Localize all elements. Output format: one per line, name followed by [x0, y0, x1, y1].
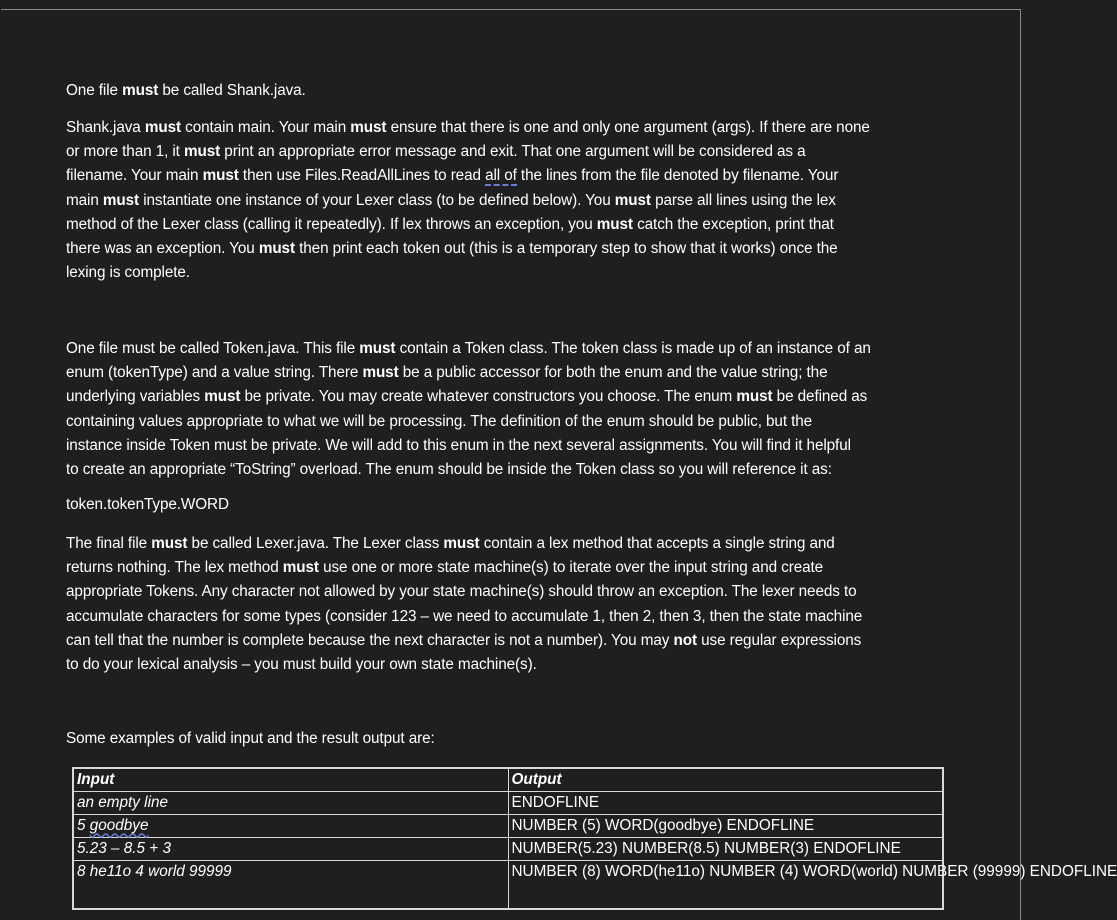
bold-run: must — [359, 340, 396, 357]
input-cell — [73, 860, 508, 909]
text-run: One file must be called Token.java. This file — [66, 340, 360, 357]
text-run: accumulate characters for some types (consider 123 – we need to accumulate 1, then 2, then 3, then the state machine — [66, 607, 863, 625]
text-run: appropriate Tokens. Any character not allowed by your state machine(s) should throw an exception. The lexer needs to — [66, 583, 857, 601]
bold-run: not — [673, 631, 697, 649]
text-line — [66, 434, 871, 458]
text-run: to create an appropriate “ToString” overload. The enum should be inside the Token class so you will reference it as: — [66, 460, 832, 478]
proofing-flagged-text[interactable]: all of — [485, 167, 517, 185]
text-run: or more than 1, it — [66, 143, 184, 161]
bold-run: must — [204, 388, 241, 406]
bold-run: must — [258, 239, 295, 257]
text-line — [66, 79, 306, 103]
text-line — [66, 213, 870, 237]
bold-run: must — [144, 119, 181, 136]
text-run: lexing is complete. — [66, 264, 190, 282]
text-run: to do your lexical analysis – you must build your own state machine(s). — [66, 655, 537, 673]
text-run: method of the Lexer class (calling it repeatedly). If lex throws an exception, you — [66, 215, 597, 233]
text-line — [66, 556, 862, 580]
text-line — [66, 337, 871, 361]
text-run: The final file — [66, 535, 152, 552]
bold-run: must — [151, 535, 188, 552]
text-run: contain main. Your main — [181, 119, 351, 136]
bold-run: must — [122, 82, 159, 99]
text-run: be defined as — [772, 388, 868, 406]
text-run: then print each token out (this is a temporary step to show that it works) once the — [294, 239, 838, 257]
text-run: filename. Your main — [66, 167, 203, 185]
bold-run: must — [443, 535, 480, 552]
text-run: use regular expressions — [696, 631, 862, 649]
text-line — [66, 727, 435, 751]
text-line — [66, 458, 871, 482]
paragraph-examples-intro — [66, 727, 435, 751]
text-run: the lines from the file denoted by filename. Your — [516, 167, 839, 185]
output-cell: ENDOFLINE — [508, 791, 943, 814]
table-row — [73, 814, 943, 837]
text-line — [66, 164, 870, 188]
output-cell: NUMBER (5) WORD(goodbye) ENDOFLINE — [508, 814, 943, 837]
text-line — [66, 629, 862, 653]
text-run: be a public accessor for both the enum and the value string; the — [398, 364, 828, 382]
table-row — [73, 791, 943, 814]
output-cell: NUMBER(5.23) NUMBER(8.5) NUMBER(3) ENDOFLINE — [508, 837, 943, 860]
header-output: Output — [508, 768, 943, 791]
examples-table — [72, 767, 1117, 910]
bold-run: must — [362, 364, 399, 382]
text-run: be called Lexer.java. The Lexer class — [187, 535, 444, 552]
bold-run: must — [282, 559, 319, 577]
text-run: enum (tokenType) and a value string. There — [66, 364, 363, 382]
text-line — [66, 605, 862, 629]
text-line — [66, 493, 229, 517]
text-run: then use Files.ReadAllLines to read — [238, 167, 486, 185]
text-line — [66, 140, 870, 164]
text-run: ensure that there is one and only one argument (args). If there are none — [386, 119, 870, 136]
table-row — [73, 837, 943, 860]
bold-run: must — [350, 119, 387, 136]
text-run: contain a lex method that accepts a single string and — [479, 535, 835, 552]
text-line — [66, 410, 871, 434]
text-run: be called Shank.java. — [158, 82, 306, 99]
table-header-row — [73, 768, 943, 791]
text-run: contain a Token class. The token class is made up of an instance of an — [395, 340, 871, 357]
bold-run: must — [596, 215, 633, 233]
text-line — [66, 237, 870, 261]
paragraph-token-file — [66, 337, 871, 482]
text-run: One file — [66, 82, 123, 99]
input-text: an empty line — [77, 793, 168, 811]
text-line — [66, 116, 870, 140]
text-run: parse all lines using the lex — [650, 191, 836, 209]
text-run: underlying variables — [66, 388, 205, 406]
header-input: Input — [73, 768, 508, 791]
text-run: instance inside Token must be private. We will add to this enum in the next several assignments. You will find it helpful — [66, 436, 851, 454]
paragraph-token-reference — [66, 493, 229, 517]
text-run: use one or more state machine(s) to iterate over the input string and create — [318, 559, 824, 577]
input-cell — [73, 837, 508, 860]
text-line — [66, 385, 871, 409]
text-line — [66, 361, 871, 385]
text-run: be private. You may create whatever constructors you choose. The enum — [240, 388, 737, 406]
output-cell: NUMBER (8) WORD(he11o) NUMBER (4) WORD(world) NUMBER (99999) ENDOFLINE — [508, 860, 943, 909]
text-line — [66, 653, 862, 677]
text-run: Shank.java — [66, 119, 145, 136]
text-run: print an appropriate error message and exit. That one argument will be considered as a — [220, 143, 806, 161]
text-run: containing values appropriate to what we will be processing. The definition of the enum should be public, but the — [66, 412, 813, 430]
input-text: 5.23 – 8.5 + 3 — [77, 839, 171, 857]
bold-run: must — [614, 191, 651, 209]
input-text: 8 he11o 4 world 99999 — [77, 862, 232, 880]
input-text: 5 — [77, 816, 90, 834]
text-run: catch the exception, print that — [632, 215, 834, 233]
paragraph-shank-main — [66, 116, 870, 285]
text-run: token.tokenType.WORD — [66, 496, 229, 513]
spellcheck-flagged-word[interactable]: goodbye — [89, 816, 149, 834]
text-run: Some examples of valid input and the result output are: — [66, 730, 435, 747]
text-run: instantiate one instance of your Lexer class (to be defined below). You — [139, 191, 615, 209]
text-line — [66, 580, 862, 604]
text-line — [66, 189, 870, 213]
paragraph-shank-file — [66, 79, 306, 103]
text-run: there was an exception. You — [66, 239, 259, 257]
document-page — [1, 9, 1117, 920]
input-cell — [73, 814, 508, 837]
table-row — [73, 860, 943, 909]
text-line — [66, 261, 870, 285]
bold-run: must — [102, 191, 140, 209]
bold-run: must — [736, 388, 773, 406]
bold-run: must — [183, 143, 221, 161]
text-run: main — [66, 191, 103, 209]
paragraph-lexer-file — [66, 532, 862, 677]
text-run: returns nothing. The lex method — [66, 559, 283, 577]
bold-run: must — [202, 167, 239, 185]
text-line — [66, 532, 862, 556]
input-cell — [73, 791, 508, 814]
text-run: can tell that the number is complete because the next character is not a number). You may — [66, 631, 674, 649]
